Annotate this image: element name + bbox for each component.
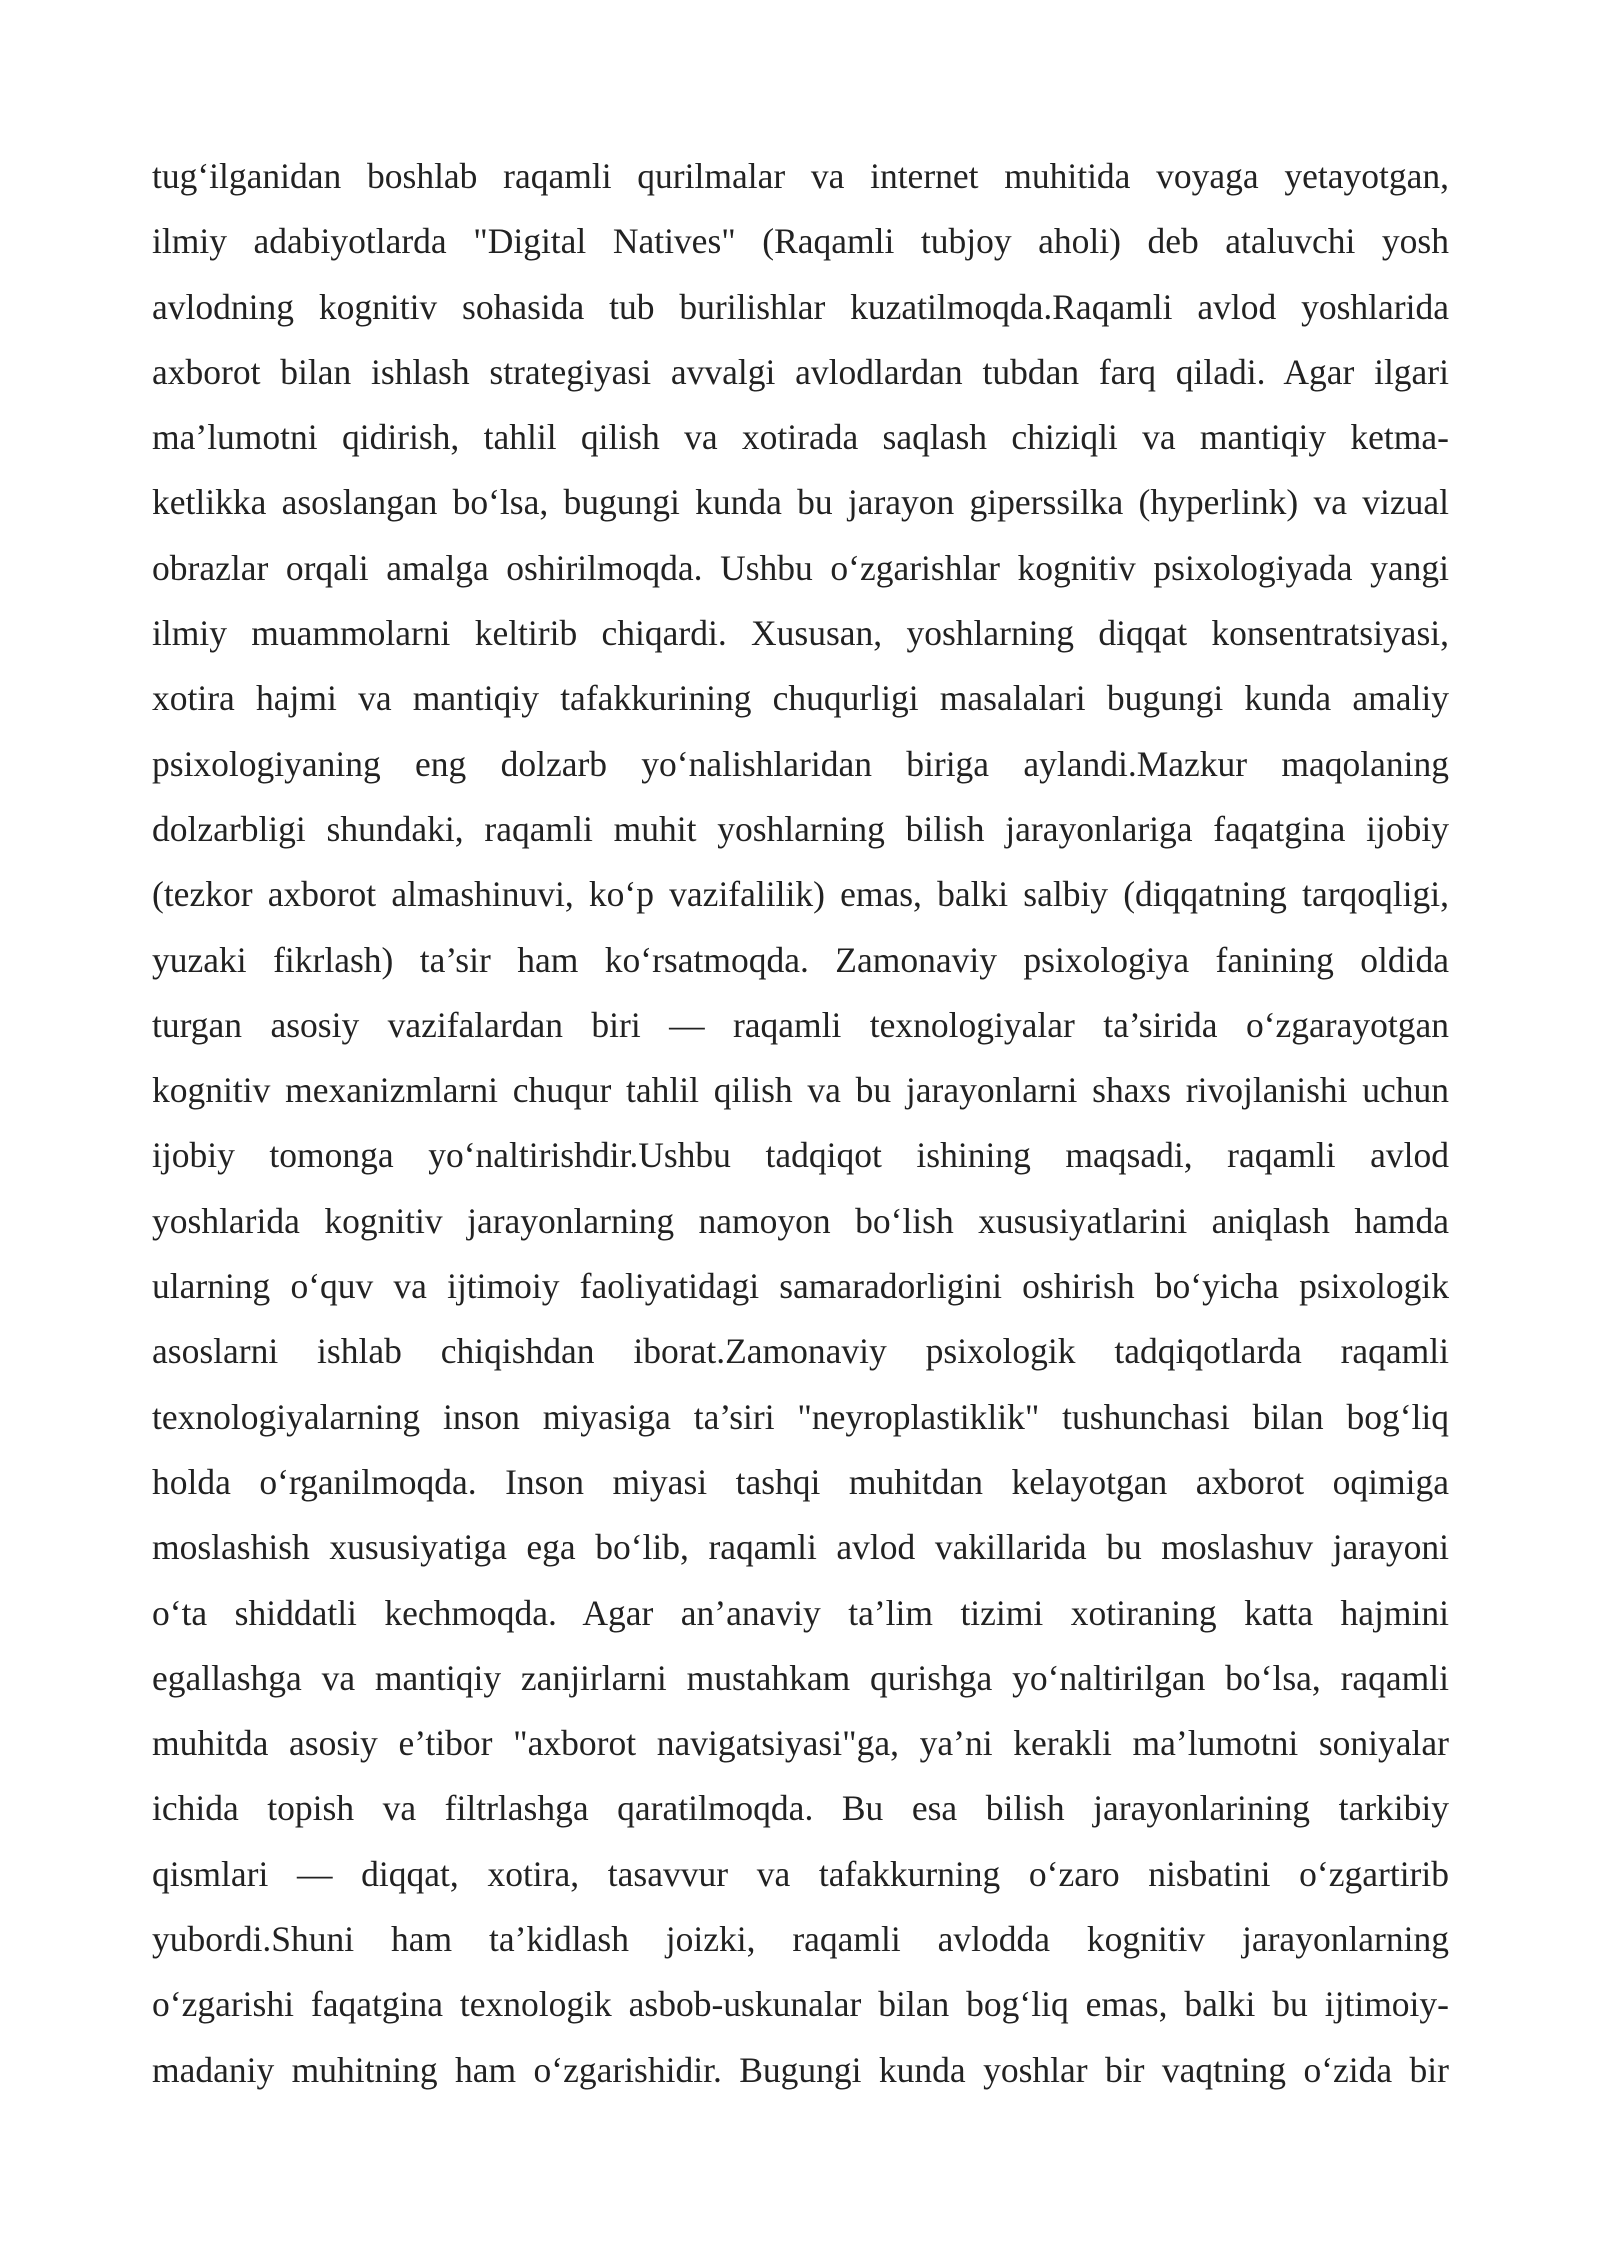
text-line: obrazlar orqali amalga oshirilmoqda. Ushbu o‘zgarishlar kognitiv psixologiyada yangi — [152, 547, 1449, 588]
text-line: ilmiy adabiyotlarda "Digital Natives" (Raqamli tubjoy aholi) deb ataluvchi yosh — [152, 221, 1449, 262]
text-line: xotira hajmi va mantiqiy tafakkurining chuqurligi masalalari bugungi kunda amaliy — [152, 678, 1449, 719]
text-line: o‘ta shiddatli kechmoqda. Agar an’anaviy ta’lim tizimi xotiraning katta hajmini — [152, 1592, 1449, 1633]
text-line: dolzarbligi shundaki, raqamli muhit yoshlarning bilish jarayonlariga faqatgina ijobiy — [152, 808, 1449, 849]
text-line: muhitda asosiy e’tibor "axborot navigatsiyasi"ga, ya’ni kerakli ma’lumotni soniyalar — [152, 1723, 1449, 1764]
text-line: yuzaki fikrlash) ta’sir ham ko‘rsatmoqda. Zamonaviy psixologiya fanining oldida — [152, 939, 1449, 980]
text-line: qismlari — diqqat, xotira, tasavvur va tafakkurning o‘zaro nisbatini o‘zgartirib — [152, 1853, 1449, 1894]
text-line: ichida topish va filtrlashga qaratilmoqda. Bu esa bilish jarayonlarining tarkibiy — [152, 1788, 1449, 1829]
text-line: (tezkor axborot almashinuvi, ko‘p vazifalilik) emas, balki salbiy (diqqatning tarqoqligi, — [152, 874, 1449, 915]
text-line: texnologiyalarning inson miyasiga ta’siri "neyroplastiklik" tushunchasi bilan bog‘liq — [152, 1396, 1449, 1437]
text-line: ularning o‘quv va ijtimoiy faoliyatidagi samaradorligini oshirish bo‘yicha psixologik — [152, 1266, 1449, 1307]
text-line: o‘zgarishi faqatgina texnologik asbob-uskunalar bilan bog‘liq emas, balki bu ijtimoiy- — [152, 1984, 1449, 2025]
text-line: axborot bilan ishlash strategiyasi avvalgi avlodlardan tubdan farq qiladi. Agar ilgari — [152, 351, 1449, 392]
text-line: yoshlarida kognitiv jarayonlarning namoyon bo‘lish xususiyatlarini aniqlash hamda — [152, 1200, 1449, 1241]
text-line: ilmiy muammolarni keltirib chiqardi. Xususan, yoshlarning diqqat konsentratsiyasi, — [152, 613, 1449, 654]
text-line: egallashga va mantiqiy zanjirlarni mustahkam qurishga yo‘naltirilgan bo‘lsa, raqamli — [152, 1657, 1449, 1698]
text-line: tug‘ilganidan boshlab raqamli qurilmalar va internet muhitida voyaga yetayotgan, — [152, 156, 1449, 196]
text-line: turgan asosiy vazifalardan biri — raqamli texnologiyalar ta’sirida o‘zgarayotgan — [152, 1004, 1449, 1045]
text-line: madaniy muhitning ham o‘zgarishidir. Bugungi kunda yoshlar bir vaqtning o‘zida bir — [152, 2049, 1449, 2090]
text-line: ijobiy tomonga yo‘naltirishdir.Ushbu tadqiqot ishining maqsadi, raqamli avlod — [152, 1135, 1449, 1176]
text-line: yubordi.Shuni ham ta’kidlash joizki, raqamli avlodda kognitiv jarayonlarning — [152, 1919, 1449, 1960]
text-line: kognitiv mexanizmlarni chuqur tahlil qilish va bu jarayonlarni shaxs rivojlanishi uchun — [152, 1070, 1449, 1111]
text-line: moslashish xususiyatiga ega bo‘lib, raqamli avlod vakillarida bu moslashuv jarayoni — [152, 1527, 1449, 1568]
text-line: ketlikka asoslangan bo‘lsa, bugungi kunda bu jarayon giperssilka (hyperlink) va vizual — [152, 482, 1449, 523]
text-line: avlodning kognitiv sohasida tub burilishlar kuzatilmoqda.Raqamli avlod yoshlarida — [152, 286, 1449, 327]
text-line: holda o‘rganilmoqda. Inson miyasi tashqi muhitdan kelayotgan axborot oqimiga — [152, 1461, 1449, 1502]
body-paragraph — [152, 144, 1449, 2103]
text-line: psixologiyaning eng dolzarb yo‘nalishlaridan biriga aylandi.Mazkur maqolaning — [152, 743, 1449, 784]
text-line: asoslarni ishlab chiqishdan iborat.Zamonaviy psixologik tadqiqotlarda raqamli — [152, 1331, 1449, 1372]
text-line: ma’lumotni qidirish, tahlil qilish va xotirada saqlash chiziqli va mantiqiy ketma- — [152, 417, 1449, 458]
